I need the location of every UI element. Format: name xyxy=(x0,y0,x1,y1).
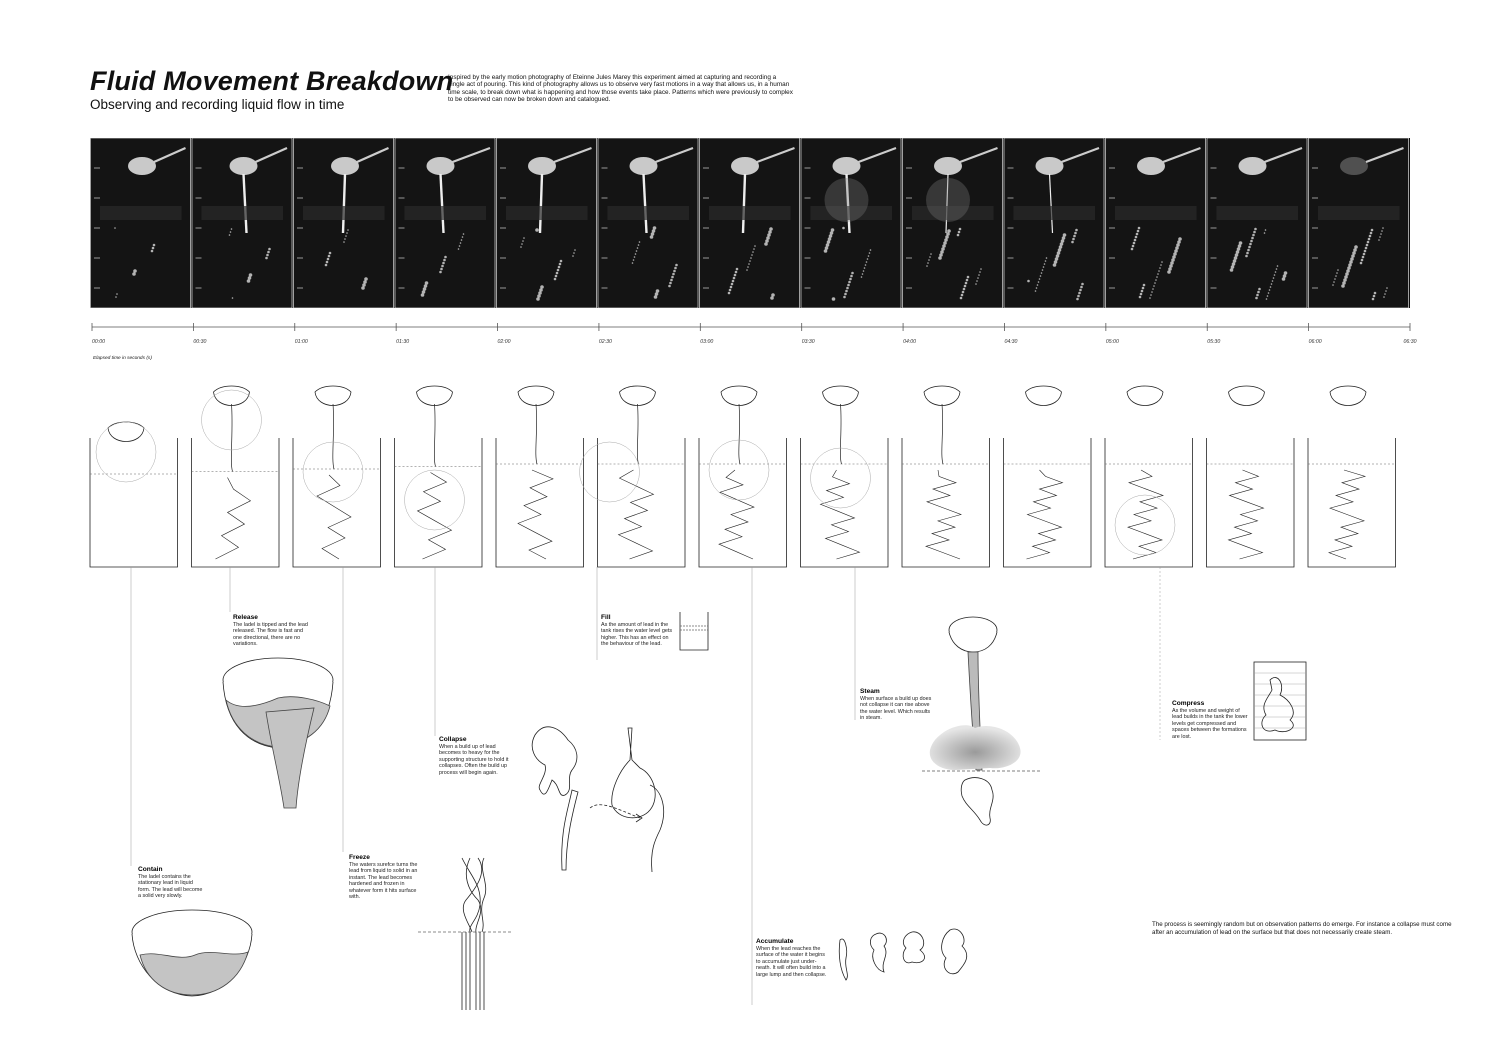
compress-title: Compress xyxy=(1172,700,1205,707)
steam-illustration xyxy=(922,617,1040,825)
timeline-tick-label: 01:30 xyxy=(396,339,410,345)
fill-text: As the amount of lead in the tank rises the water level gets higher. This has an effect on the behaviour of the lead. xyxy=(601,622,673,648)
fill-title: Fill xyxy=(601,614,611,621)
compress-label xyxy=(1172,700,1248,740)
accumulate-text: When the lead reaches the surface of the water it begins to accumulate just under- neath. It will often build into a large lump and then collapse. xyxy=(756,946,827,978)
fill-label xyxy=(601,614,675,648)
timeline-tick-label: 06:00 xyxy=(1308,339,1322,345)
tank-diagram xyxy=(496,386,584,567)
timeline-tick-label: 05:30 xyxy=(1207,339,1221,345)
conclusion-paragraph: The process is seemingly random but on observation patterns do emerge. For instance a collapse must come after an accumulation of lead on the surface but that does not necessarily create steam. xyxy=(1152,921,1452,936)
contain-title: Contain xyxy=(138,866,163,873)
tank-diagram xyxy=(580,386,686,567)
freeze-text: The waters surefce turns the lead from liquid to solid in an instant. The lead becomes hardened and frozen in whatever form it hits surface with. xyxy=(349,862,418,901)
tank-diagram xyxy=(1004,386,1092,567)
release-text: The ladel is tipped and the lead released. The flow is fast and one directional, there are no variations. xyxy=(233,622,308,648)
timeline-tick-label: 01:00 xyxy=(294,339,308,345)
photo-frame xyxy=(497,138,597,308)
steam-text: When surface a build up does not collapse it can rise above the water level. Which results in steam. xyxy=(860,696,932,722)
tank-diagram xyxy=(90,422,178,567)
timeline-tick-label: 00:30 xyxy=(193,339,207,345)
timeline-tick-label: 05:00 xyxy=(1105,339,1119,345)
photo-frame xyxy=(801,138,901,308)
compress-illustration xyxy=(1254,662,1306,740)
tank-diagram xyxy=(1105,386,1193,567)
photo-frame xyxy=(1207,138,1307,308)
contain-text: The ladel contains the stationary lead in liquid form. The lead will become a solid very slowly. xyxy=(138,874,203,900)
timeline-tick-label: 02:30 xyxy=(598,339,612,345)
photo-frame xyxy=(192,138,292,308)
timeline-tick-label: 03:00 xyxy=(700,339,714,345)
photo-frame xyxy=(1106,138,1206,308)
page-subtitle: Observing and recording liquid flow in time xyxy=(90,97,345,112)
photo-frame xyxy=(395,138,495,308)
page-title: Fluid Movement Breakdown xyxy=(90,66,454,96)
contain-label xyxy=(138,866,204,900)
timeline-tick-label: 03:30 xyxy=(801,339,815,345)
photo-frame xyxy=(294,138,394,308)
timeline-axis-label: Elapsed time in seconds (s) xyxy=(93,356,152,361)
freeze-strands-illustration xyxy=(418,858,512,1010)
compress-text: As the volume and weight of lead builds in the tank the lower levels get compressed and spaces between the formations are lost. xyxy=(1172,708,1248,740)
tank-diagram xyxy=(801,386,889,567)
photo-frame xyxy=(1309,138,1409,308)
tank-diagram xyxy=(902,386,990,567)
timeline-tick-label: 02:00 xyxy=(497,339,511,345)
collapse-text: When a build up of lead becomes to heavy for the supporting structure to hold it collapses. Often the build up process will begin again. xyxy=(439,744,509,776)
freeze-label xyxy=(349,854,421,900)
tank-diagram xyxy=(699,386,787,567)
release-ladle-illustration xyxy=(223,658,333,808)
timeline-tick-label: 06:30 xyxy=(1403,339,1417,345)
accumulate-label xyxy=(756,938,828,978)
collapse-title: Collapse xyxy=(439,736,467,743)
photo-frame xyxy=(903,138,1003,308)
photo-frame xyxy=(1004,138,1104,308)
tank-diagram xyxy=(395,386,483,567)
collapse-label xyxy=(439,736,517,776)
freeze-title: Freeze xyxy=(349,854,370,861)
contain-bowl-illustration xyxy=(132,910,252,996)
tank-diagram xyxy=(1207,386,1295,567)
timeline-tick-label: 04:00 xyxy=(903,339,917,345)
steam-label xyxy=(860,688,934,722)
timeline-axis xyxy=(92,323,1417,345)
intro-paragraph: Inspired by the early motion photography of Eteinne Jules Marey this experiment aimed at capturing and recording a single act of pouring. This kind of photography allows us to observe very fast motions in a way that allows us, in a human time scale, to break down what is happening and how those events take place. Patterns which were previously to complex to be observed can now be broken down and catalogued. xyxy=(448,74,793,104)
photo-frame xyxy=(700,138,800,308)
accumulate-title: Accumulate xyxy=(756,938,794,945)
release-label xyxy=(233,614,313,648)
release-title: Release xyxy=(233,614,258,621)
accumulate-illustration xyxy=(839,929,966,980)
photo-frame xyxy=(91,138,191,308)
tank-diagram xyxy=(192,386,280,567)
tank-diagram xyxy=(293,386,381,567)
timeline-tick-label: 04:30 xyxy=(1004,339,1018,345)
collapse-illustration xyxy=(532,727,663,872)
tank-diagram xyxy=(1308,386,1396,567)
timeline-tick-label: 00:00 xyxy=(92,339,105,345)
steam-title: Steam xyxy=(860,688,880,695)
photo-frame xyxy=(598,138,698,308)
fill-tank-illustration xyxy=(680,612,708,650)
